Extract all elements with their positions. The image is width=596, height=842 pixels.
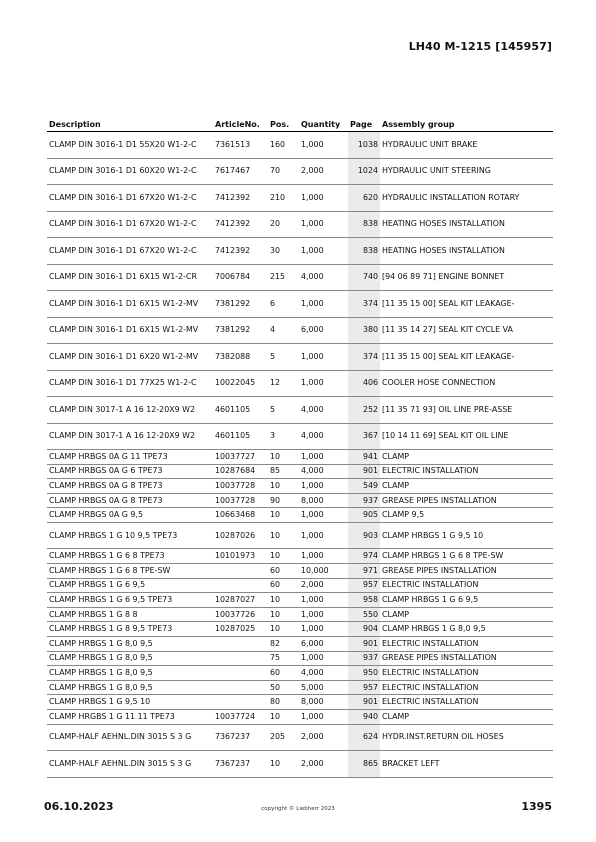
cell-quantity: 1,000 — [299, 370, 348, 397]
cell-assembly-group: ELECTRIC INSTALLATION — [380, 464, 553, 479]
table-row — [47, 508, 553, 523]
cell-article-no: 7367237 — [213, 751, 268, 778]
cell-pos: 50 — [268, 680, 299, 695]
cell-pos: 6 — [268, 291, 299, 318]
cell-page: 549 — [348, 479, 380, 494]
cell-page: 901 — [348, 637, 380, 652]
cell-quantity: 8,000 — [299, 695, 348, 710]
cell-quantity: 1,000 — [299, 185, 348, 212]
cell-page: 550 — [348, 607, 380, 622]
cell-quantity: 6,000 — [299, 637, 348, 652]
cell-assembly-group: CLAMP HRBGS 1 G 9,5 10 — [380, 522, 553, 549]
cell-description: CLAMP-HALF AEHNL.DIN 3015 S 3 G — [47, 751, 213, 778]
cell-article-no — [213, 695, 268, 710]
cell-assembly-group: [94 06 89 71] ENGINE BONNET — [380, 264, 553, 291]
table-row — [47, 211, 553, 238]
cell-quantity: 5,000 — [299, 680, 348, 695]
cell-pos: 10 — [268, 508, 299, 523]
cell-article-no: 7382088 — [213, 344, 268, 371]
cell-pos: 160 — [268, 132, 299, 159]
cell-quantity: 1,000 — [299, 450, 348, 465]
table-row — [47, 680, 553, 695]
cell-article-no: 7617467 — [213, 158, 268, 185]
cell-quantity: 4,000 — [299, 666, 348, 681]
cell-page: 1024 — [348, 158, 380, 185]
document-title: LH40 M-1215 [145957] — [408, 40, 552, 53]
cell-assembly-group: ELECTRIC INSTALLATION — [380, 680, 553, 695]
cell-description: CLAMP DIN 3016-1 D1 6X15 W1-2-CR — [47, 264, 213, 291]
cell-page: 937 — [348, 493, 380, 508]
cell-assembly-group: [11 35 14 27] SEAL KIT CYCLE VA — [380, 317, 553, 344]
cell-article-no: 7412392 — [213, 211, 268, 238]
table-row — [47, 344, 553, 371]
cell-article-no: 10037728 — [213, 479, 268, 494]
cell-quantity: 1,000 — [299, 622, 348, 637]
cell-pos: 10 — [268, 479, 299, 494]
cell-assembly-group: [11 35 71 93] OIL LINE PRE-ASSE — [380, 397, 553, 424]
cell-description: CLAMP HRBGS 1 G 8,0 9,5 — [47, 666, 213, 681]
cell-page: 1038 — [348, 132, 380, 159]
cell-pos: 90 — [268, 493, 299, 508]
cell-pos: 82 — [268, 637, 299, 652]
table-row — [47, 637, 553, 652]
cell-pos: 80 — [268, 695, 299, 710]
cell-assembly-group: CLAMP HRBGS 1 G 8,0 9,5 — [380, 622, 553, 637]
cell-description: CLAMP HRBGS 1 G 8,0 9,5 — [47, 637, 213, 652]
cell-page: 937 — [348, 651, 380, 666]
cell-article-no: 7412392 — [213, 185, 268, 212]
cell-article-no: 10287027 — [213, 593, 268, 608]
cell-article-no: 7412392 — [213, 238, 268, 265]
cell-pos: 60 — [268, 564, 299, 579]
parts-table — [47, 118, 553, 778]
cell-assembly-group: CLAMP HRBGS 1 G 6 9,5 — [380, 593, 553, 608]
column-header-description: Description — [47, 118, 213, 132]
cell-pos: 20 — [268, 211, 299, 238]
cell-article-no: 10037724 — [213, 710, 268, 725]
cell-description: CLAMP HRBGS 1 G 6 9,5 — [47, 578, 213, 593]
cell-article-no: 4601105 — [213, 397, 268, 424]
cell-description: CLAMP HRBGS 1 G 9,5 10 — [47, 695, 213, 710]
cell-description: CLAMP DIN 3016-1 D1 67X20 W1-2-C — [47, 238, 213, 265]
column-header-quantity: Quantity — [299, 118, 348, 132]
cell-article-no — [213, 578, 268, 593]
cell-quantity: 2,000 — [299, 751, 348, 778]
cell-quantity: 1,000 — [299, 549, 348, 564]
table-row — [47, 317, 553, 344]
cell-quantity: 1,000 — [299, 291, 348, 318]
cell-quantity: 1,000 — [299, 710, 348, 725]
cell-assembly-group: GREASE PIPES INSTALLATION — [380, 564, 553, 579]
cell-article-no — [213, 666, 268, 681]
table-row — [47, 564, 553, 579]
cell-assembly-group: CLAMP — [380, 710, 553, 725]
footer-page-number: 1395 — [521, 800, 552, 813]
cell-quantity: 1,000 — [299, 132, 348, 159]
cell-article-no: 7006784 — [213, 264, 268, 291]
column-header-page: Page — [348, 118, 380, 132]
cell-page: 901 — [348, 695, 380, 710]
cell-page: 957 — [348, 680, 380, 695]
table-row — [47, 132, 553, 159]
cell-assembly-group: GREASE PIPES INSTALLATION — [380, 493, 553, 508]
cell-quantity: 1,000 — [299, 344, 348, 371]
cell-description: CLAMP HRBGS 1 G 6 8 TPE-SW — [47, 564, 213, 579]
cell-assembly-group: ELECTRIC INSTALLATION — [380, 578, 553, 593]
cell-assembly-group: CLAMP HRBGS 1 G 6 8 TPE-SW — [380, 549, 553, 564]
cell-pos: 3 — [268, 423, 299, 450]
cell-page: 838 — [348, 211, 380, 238]
table-row — [47, 593, 553, 608]
cell-page: 374 — [348, 291, 380, 318]
table-row — [47, 185, 553, 212]
cell-assembly-group: HEATING HOSES INSTALLATION — [380, 238, 553, 265]
cell-pos: 30 — [268, 238, 299, 265]
cell-assembly-group: CLAMP — [380, 450, 553, 465]
cell-page: 957 — [348, 578, 380, 593]
cell-page: 903 — [348, 522, 380, 549]
cell-description: CLAMP DIN 3016-1 D1 60X20 W1-2-C — [47, 158, 213, 185]
table-row — [47, 423, 553, 450]
cell-description: CLAMP HRBGS 1 G 6 9,5 TPE73 — [47, 593, 213, 608]
cell-quantity: 1,000 — [299, 238, 348, 265]
cell-pos: 10 — [268, 710, 299, 725]
cell-article-no: 10022045 — [213, 370, 268, 397]
cell-pos: 75 — [268, 651, 299, 666]
cell-description: CLAMP HRBGS 0A G 8 TPE73 — [47, 479, 213, 494]
cell-pos: 4 — [268, 317, 299, 344]
cell-assembly-group: HYDRAULIC UNIT STEERING — [380, 158, 553, 185]
cell-description: CLAMP HRBGS 1 G 8 9,5 TPE73 — [47, 622, 213, 637]
cell-description: CLAMP HRBGS 0A G 6 TPE73 — [47, 464, 213, 479]
table-body — [47, 132, 553, 778]
cell-quantity: 4,000 — [299, 264, 348, 291]
cell-quantity: 1,000 — [299, 651, 348, 666]
cell-page: 252 — [348, 397, 380, 424]
cell-quantity: 4,000 — [299, 423, 348, 450]
cell-article-no: 10287026 — [213, 522, 268, 549]
cell-assembly-group: [11 35 15 00] SEAL KIT LEAKAGE- — [380, 291, 553, 318]
cell-description: CLAMP HRBGS 0A G 11 TPE73 — [47, 450, 213, 465]
table-row — [47, 238, 553, 265]
cell-assembly-group: HYDRAULIC UNIT BRAKE — [380, 132, 553, 159]
column-header-pos: Pos. — [268, 118, 299, 132]
cell-article-no: 10287684 — [213, 464, 268, 479]
table-row — [47, 666, 553, 681]
cell-page: 367 — [348, 423, 380, 450]
cell-article-no: 10037727 — [213, 450, 268, 465]
cell-page: 940 — [348, 710, 380, 725]
cell-page: 865 — [348, 751, 380, 778]
cell-pos: 60 — [268, 666, 299, 681]
cell-page: 901 — [348, 464, 380, 479]
cell-description: CLAMP HRBGS 1 G 8,0 9,5 — [47, 651, 213, 666]
cell-pos: 10 — [268, 622, 299, 637]
footer-copyright: copyright © Liebherr 2023 — [261, 806, 335, 812]
table-row — [47, 522, 553, 549]
cell-description: CLAMP HRGBS 1 G 11 11 TPE73 — [47, 710, 213, 725]
cell-pos: 70 — [268, 158, 299, 185]
cell-pos: 10 — [268, 751, 299, 778]
cell-pos: 10 — [268, 607, 299, 622]
cell-assembly-group: ELECTRIC INSTALLATION — [380, 695, 553, 710]
cell-description: CLAMP HRBGS 0A G 8 TPE73 — [47, 493, 213, 508]
table-row — [47, 291, 553, 318]
cell-description: CLAMP DIN 3016-1 D1 67X20 W1-2-C — [47, 185, 213, 212]
table-row — [47, 264, 553, 291]
cell-pos: 12 — [268, 370, 299, 397]
cell-assembly-group: [10 14 11 69] SEAL KIT OIL LINE — [380, 423, 553, 450]
cell-page: 905 — [348, 508, 380, 523]
cell-article-no: 7381292 — [213, 317, 268, 344]
cell-pos: 10 — [268, 450, 299, 465]
cell-description: CLAMP HRBGS 1 G 6 8 TPE73 — [47, 549, 213, 564]
cell-pos: 10 — [268, 549, 299, 564]
table-row — [47, 710, 553, 725]
cell-pos: 5 — [268, 397, 299, 424]
cell-pos: 60 — [268, 578, 299, 593]
cell-article-no — [213, 564, 268, 579]
cell-page: 620 — [348, 185, 380, 212]
cell-page: 838 — [348, 238, 380, 265]
cell-article-no: 10037728 — [213, 493, 268, 508]
column-header-assembly-group: Assembly group — [380, 118, 553, 132]
cell-article-no: 7361513 — [213, 132, 268, 159]
cell-article-no: 10037726 — [213, 607, 268, 622]
cell-page: 971 — [348, 564, 380, 579]
cell-description: CLAMP HRBGS 1 G 10 9,5 TPE73 — [47, 522, 213, 549]
cell-quantity: 4,000 — [299, 397, 348, 424]
table-row — [47, 622, 553, 637]
cell-page: 406 — [348, 370, 380, 397]
column-header-article-no: ArticleNo. — [213, 118, 268, 132]
table-row — [47, 493, 553, 508]
table-header-row — [47, 118, 553, 132]
cell-assembly-group: CLAMP — [380, 607, 553, 622]
cell-article-no — [213, 637, 268, 652]
cell-description: CLAMP DIN 3016-1 D1 6X15 W1-2-MV — [47, 291, 213, 318]
cell-description: CLAMP DIN 3016-1 D1 67X20 W1-2-C — [47, 211, 213, 238]
cell-description: CLAMP DIN 3016-1 D1 77X25 W1-2-C — [47, 370, 213, 397]
table-row — [47, 578, 553, 593]
table-row — [47, 651, 553, 666]
cell-article-no: 7381292 — [213, 291, 268, 318]
table-row — [47, 695, 553, 710]
cell-assembly-group: BRACKET LEFT — [380, 751, 553, 778]
cell-pos: 10 — [268, 522, 299, 549]
cell-quantity: 10,000 — [299, 564, 348, 579]
cell-assembly-group: CLAMP — [380, 479, 553, 494]
cell-quantity: 6,000 — [299, 317, 348, 344]
cell-quantity: 8,000 — [299, 493, 348, 508]
cell-pos: 10 — [268, 593, 299, 608]
cell-page: 974 — [348, 549, 380, 564]
cell-article-no: 10287025 — [213, 622, 268, 637]
cell-page: 941 — [348, 450, 380, 465]
cell-description: CLAMP DIN 3017-1 A 16 12-20X9 W2 — [47, 423, 213, 450]
table-row — [47, 158, 553, 185]
table-row — [47, 397, 553, 424]
cell-quantity: 1,000 — [299, 211, 348, 238]
table-row — [47, 751, 553, 778]
cell-description: CLAMP HRBGS 1 G 8,0 9,5 — [47, 680, 213, 695]
cell-page: 950 — [348, 666, 380, 681]
table-row — [47, 549, 553, 564]
table-row — [47, 479, 553, 494]
cell-page: 624 — [348, 724, 380, 751]
cell-page: 958 — [348, 593, 380, 608]
cell-pos: 5 — [268, 344, 299, 371]
cell-description: CLAMP HRBGS 1 G 8 8 — [47, 607, 213, 622]
cell-quantity: 2,000 — [299, 158, 348, 185]
cell-page: 740 — [348, 264, 380, 291]
cell-pos: 205 — [268, 724, 299, 751]
cell-pos: 210 — [268, 185, 299, 212]
table-row — [47, 464, 553, 479]
cell-assembly-group: HYDR.INST.RETURN OIL HOSES — [380, 724, 553, 751]
cell-assembly-group: HYDRAULIC INSTALLATION ROTARY — [380, 185, 553, 212]
cell-page: 380 — [348, 317, 380, 344]
cell-article-no: 10101973 — [213, 549, 268, 564]
table-row — [47, 450, 553, 465]
cell-page: 904 — [348, 622, 380, 637]
cell-description: CLAMP DIN 3017-1 A 16 12-20X9 W2 — [47, 397, 213, 424]
table-row — [47, 724, 553, 751]
cell-article-no: 10663468 — [213, 508, 268, 523]
cell-description: CLAMP HRBGS 0A G 9,5 — [47, 508, 213, 523]
cell-quantity: 1,000 — [299, 508, 348, 523]
cell-page: 374 — [348, 344, 380, 371]
cell-assembly-group: GREASE PIPES INSTALLATION — [380, 651, 553, 666]
cell-assembly-group: CLAMP 9,5 — [380, 508, 553, 523]
cell-article-no: 7367237 — [213, 724, 268, 751]
table-row — [47, 607, 553, 622]
cell-quantity: 1,000 — [299, 479, 348, 494]
cell-assembly-group: [11 35 15 00] SEAL KIT LEAKAGE- — [380, 344, 553, 371]
cell-assembly-group: ELECTRIC INSTALLATION — [380, 637, 553, 652]
cell-description: CLAMP DIN 3016-1 D1 55X20 W1-2-C — [47, 132, 213, 159]
cell-quantity: 2,000 — [299, 578, 348, 593]
cell-quantity: 2,000 — [299, 724, 348, 751]
cell-assembly-group: HEATING HOSES INSTALLATION — [380, 211, 553, 238]
cell-quantity: 1,000 — [299, 593, 348, 608]
cell-quantity: 1,000 — [299, 522, 348, 549]
cell-article-no: 4601105 — [213, 423, 268, 450]
table-row — [47, 370, 553, 397]
cell-article-no — [213, 680, 268, 695]
cell-quantity: 1,000 — [299, 607, 348, 622]
cell-assembly-group: ELECTRIC INSTALLATION — [380, 666, 553, 681]
footer-date: 06.10.2023 — [44, 800, 114, 813]
cell-description: CLAMP DIN 3016-1 D1 6X20 W1-2-MV — [47, 344, 213, 371]
cell-description: CLAMP DIN 3016-1 D1 6X15 W1-2-MV — [47, 317, 213, 344]
cell-pos: 215 — [268, 264, 299, 291]
cell-assembly-group: COOLER HOSE CONNECTION — [380, 370, 553, 397]
cell-quantity: 4,000 — [299, 464, 348, 479]
cell-article-no — [213, 651, 268, 666]
cell-description: CLAMP-HALF AEHNL.DIN 3015 S 3 G — [47, 724, 213, 751]
cell-pos: 85 — [268, 464, 299, 479]
